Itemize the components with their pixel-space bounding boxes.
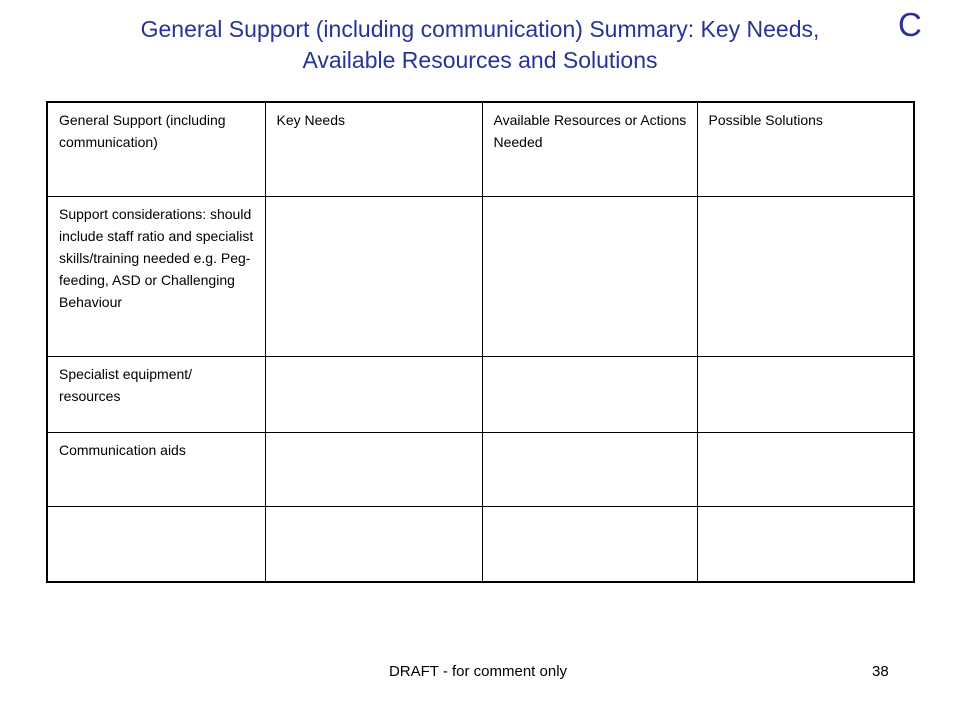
row-label: Communication aids bbox=[47, 432, 265, 506]
footer-draft-note: DRAFT - for comment only bbox=[388, 663, 568, 680]
summary-table bbox=[46, 101, 915, 583]
table-row-empty bbox=[47, 506, 914, 582]
header-general-support: General Support (including communication) bbox=[47, 102, 265, 196]
table-header-row bbox=[47, 102, 914, 196]
solutions-cell[interactable] bbox=[697, 356, 914, 432]
key-needs-cell[interactable] bbox=[265, 432, 482, 506]
header-possible-solutions: Possible Solutions bbox=[697, 102, 914, 196]
row-label[interactable] bbox=[47, 506, 265, 582]
resources-cell[interactable] bbox=[482, 432, 697, 506]
resources-cell[interactable] bbox=[482, 196, 697, 356]
key-needs-cell[interactable] bbox=[265, 506, 482, 582]
page-number: 38 bbox=[872, 663, 889, 680]
row-label: Specialist equipment/ resources bbox=[47, 356, 265, 432]
solutions-cell[interactable] bbox=[697, 196, 914, 356]
page-title: General Support (including communication) Summary: Key Needs, Available Resources and Solutions bbox=[140, 16, 820, 73]
key-needs-cell[interactable] bbox=[265, 356, 482, 432]
table-row-specialist-equipment bbox=[47, 356, 914, 432]
row-label: Support considerations: should include staff ratio and specialist skills/training needed e.g. Peg-feeding, ASD or Challenging Behaviour bbox=[47, 196, 265, 356]
resources-cell[interactable] bbox=[482, 506, 697, 582]
solutions-cell[interactable] bbox=[697, 506, 914, 582]
header-key-needs: Key Needs bbox=[265, 102, 482, 196]
resources-cell[interactable] bbox=[482, 356, 697, 432]
header-available-resources: Available Resources or Actions Needed bbox=[482, 102, 697, 196]
solutions-cell[interactable] bbox=[697, 432, 914, 506]
key-needs-cell[interactable] bbox=[265, 196, 482, 356]
table-row-support-considerations bbox=[47, 196, 914, 356]
table-row-communication-aids bbox=[47, 432, 914, 506]
section-letter: C bbox=[898, 6, 922, 43]
